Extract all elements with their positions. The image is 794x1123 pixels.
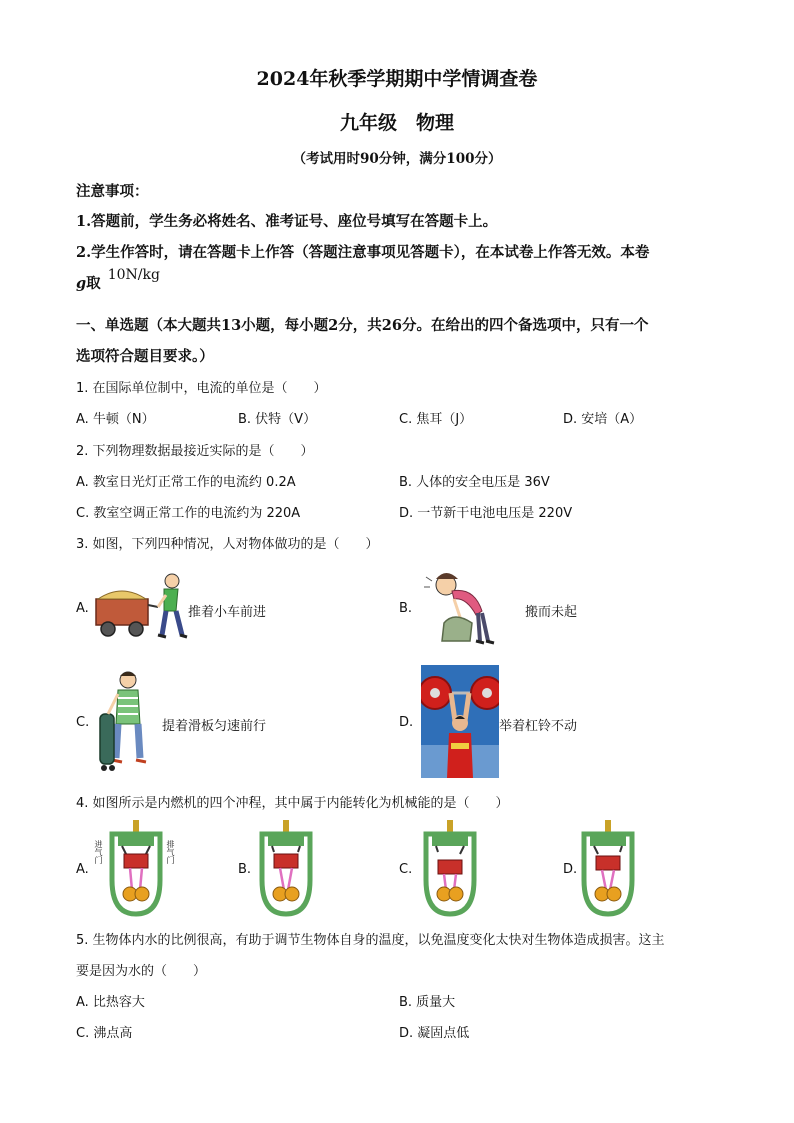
q3-option-d-letter[interactable]: D.: [399, 715, 414, 730]
q2-option-d[interactable]: D. 一节新干电池电压是 220V: [399, 506, 573, 521]
q3-caption-d: 举着杠铃不动: [499, 719, 578, 734]
g-take-label: 取: [86, 275, 101, 292]
engine-stroke-b: [258, 820, 314, 918]
section1-heading-line2: 选项符合题目要求。）: [76, 348, 214, 365]
skateboard-carry-illustration: [92, 668, 156, 776]
q3-caption-b: 搬而未起: [525, 605, 578, 620]
g-value-line: [76, 267, 160, 293]
q3-caption-c: 提着滑板匀速前行: [162, 719, 267, 734]
section1-heading-line1: 一、单选题（本大题共13小题，每小题2分，共26分。在给出的四个备选项中，只有一个: [76, 317, 649, 334]
engine-stroke-c: [422, 820, 478, 918]
q4-option-d-letter[interactable]: D.: [563, 862, 578, 877]
q4-option-b-letter[interactable]: B.: [238, 862, 252, 877]
cart-pushing-illustration: [92, 571, 188, 641]
intake-valve-label: 进气门: [94, 840, 103, 864]
weightlifter-photo: [421, 665, 499, 778]
notes-item-1: 1.答题前，学生务必将姓名、准考证号、座位号填写在答题卡上。: [76, 213, 498, 230]
q3-stem: 3. 如图，下列四种情况，人对物体做功的是（ ）: [76, 537, 379, 552]
q5-option-b[interactable]: B. 质量大: [399, 995, 456, 1010]
exam-info: （考试用时90分钟，满分100分）: [292, 151, 502, 167]
g-symbol: g: [76, 275, 87, 292]
g-value: 10N/kg: [107, 267, 160, 283]
exhaust-valve-label: 排气门: [166, 840, 175, 864]
q3-option-c-letter[interactable]: C.: [76, 715, 90, 730]
q5-stem-line2: 要是因为水的（ ）: [76, 964, 207, 979]
q1-option-c[interactable]: C. 焦耳（J）: [399, 412, 473, 427]
q5-option-d[interactable]: D. 凝固点低: [399, 1026, 470, 1041]
q3-option-b-letter[interactable]: B.: [399, 601, 413, 616]
q4-option-a-letter[interactable]: A.: [76, 862, 89, 877]
notes-heading: 注意事项：: [76, 183, 149, 200]
q4-stem: 4. 如图所示是内燃机的四个冲程，其中属于内能转化为机械能的是（ ）: [76, 796, 509, 811]
q1-stem: 1. 在国际单位制中，电流的单位是（ ）: [76, 381, 327, 396]
q1-option-d[interactable]: D. 安培（A）: [563, 412, 643, 427]
q5-option-a[interactable]: A. 比热容大: [76, 995, 145, 1010]
q5-stem-line1: 5. 生物体内水的比例很高，有助于调节生物体自身的温度，以免温度变化太快对生物体造成损害。这主: [76, 933, 665, 948]
exam-title: 2024年秋季学期期中学情调查卷: [256, 68, 538, 90]
q5-option-c[interactable]: C. 沸点高: [76, 1026, 133, 1041]
engine-stroke-d: [580, 820, 636, 918]
q2-option-c[interactable]: C. 教室空调正常工作的电流约为 220A: [76, 506, 301, 521]
q2-stem: 2. 下列物理数据最接近实际的是（ ）: [76, 444, 314, 459]
q1-option-b[interactable]: B. 伏特（V）: [238, 412, 317, 427]
q2-option-b[interactable]: B. 人体的安全电压是 36V: [399, 475, 550, 490]
q3-caption-a: 推着小车前进: [188, 605, 267, 620]
exam-subtitle: 九年级 物理: [339, 112, 454, 134]
lifting-attempt-illustration: [418, 567, 508, 647]
notes-item-2: 2.学生作答时，请在答题卡上作答（答题注意事项见答题卡），在本试卷上作答无效。本卷: [76, 244, 650, 261]
q3-option-a-letter[interactable]: A.: [76, 601, 89, 616]
engine-stroke-a: [108, 820, 164, 918]
q2-option-a[interactable]: A. 教室日光灯正常工作的电流约 0.2A: [76, 475, 296, 490]
q4-option-c-letter[interactable]: C.: [399, 862, 413, 877]
q1-option-a[interactable]: A. 牛顿（N）: [76, 412, 155, 427]
